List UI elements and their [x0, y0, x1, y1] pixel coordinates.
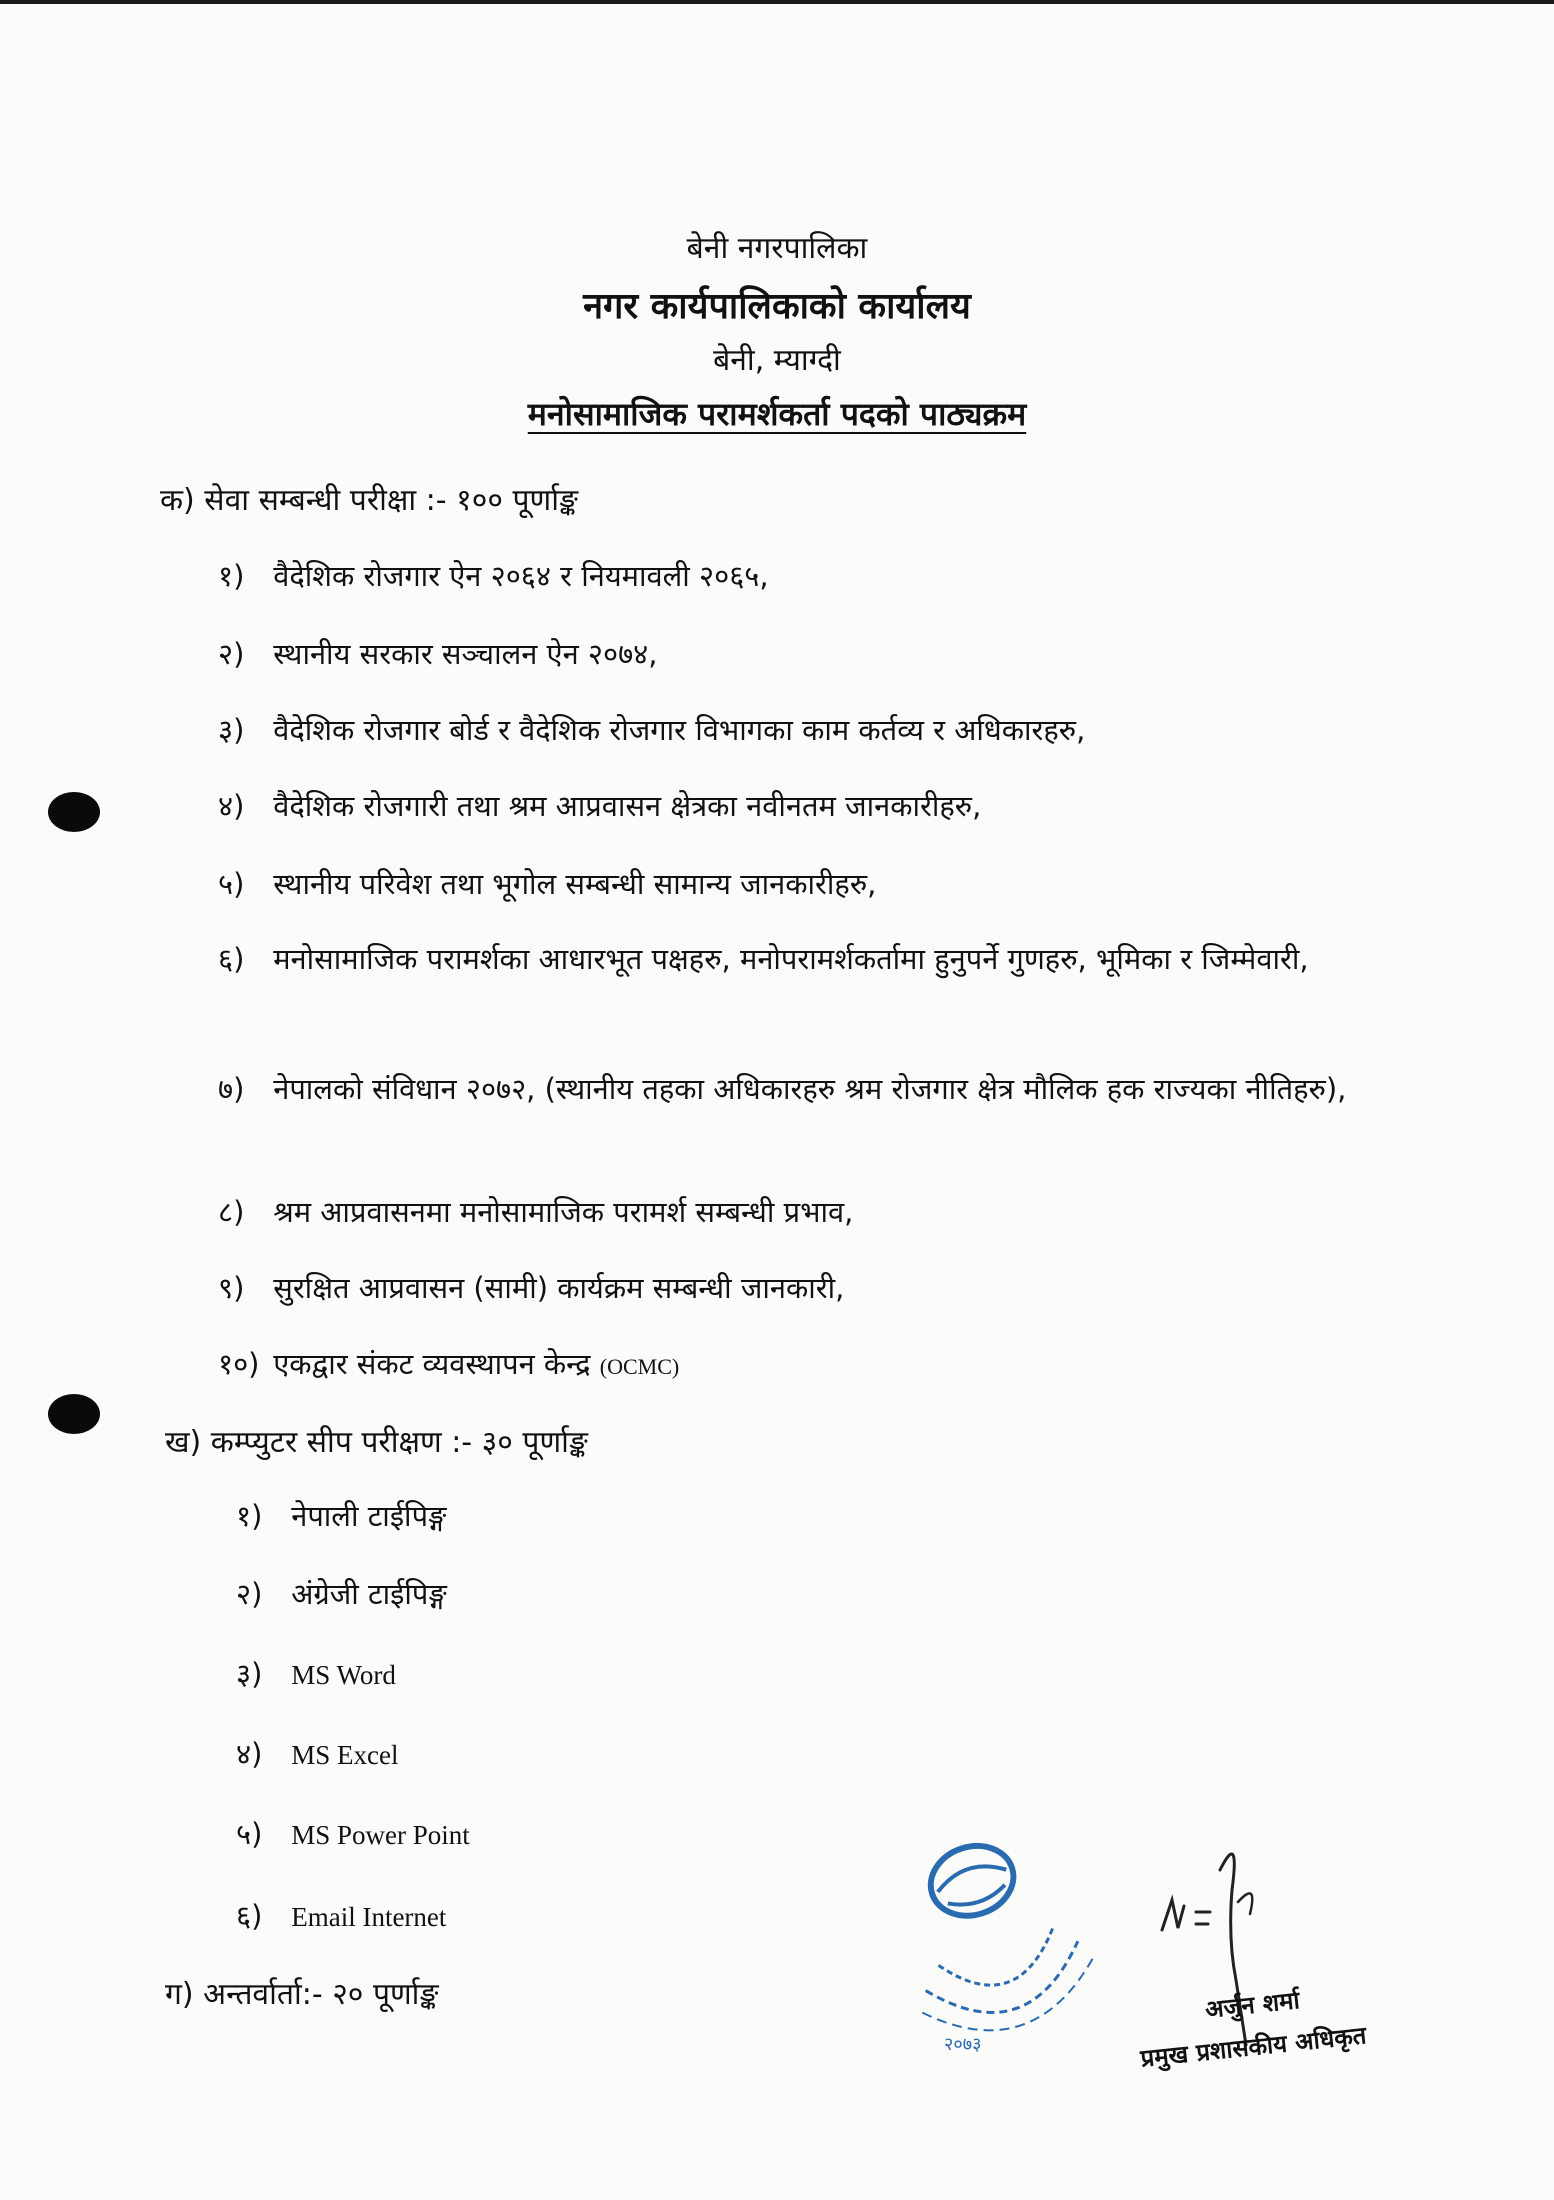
list-item: २) स्थानीय सरकार सञ्चालन ऐन २०७४,: [218, 637, 658, 671]
list-item: ६) Email Internet: [236, 1899, 447, 1933]
section-b-heading: ख) कम्प्युटर सीप परीक्षण :- ३० पूर्णाङ्क: [165, 1425, 588, 1460]
list-item: ३) वैदेशिक रोजगार बोर्ड र वैदेशिक रोजगार विभागका काम कर्तव्य र अधिकारहरु,: [218, 713, 1086, 747]
municipality-name: बेनी नगरपालिका: [686, 231, 868, 266]
section-a-heading: क) सेवा सम्बन्धी परीक्षा :- १०० पूर्णाङ्क: [160, 483, 578, 518]
list-item: १०) एकद्वार संकट व्यवस्थापन केन्द्र (OCMC): [218, 1347, 680, 1381]
list-item: ५) MS Power Point: [236, 1817, 470, 1851]
official-stamp: [862, 1808, 1118, 2064]
section-c-heading: ग) अन्तर्वार्ता:- २० पूर्णाङ्क: [165, 1977, 439, 2012]
list-item: ५) स्थानीय परिवेश तथा भूगोल सम्बन्धी सामान्य जानकारीहरु,: [218, 867, 877, 901]
list-item: २) अंग्रेजी टाईपिङ्ग: [236, 1577, 447, 1611]
list-item: ७) नेपालको संविधान २०७२, (स्थानीय तहका अधिकारहरु श्रम रोजगार क्षेत्र मौलिक हक राज्यका नीतिहरु),: [218, 1072, 1347, 1106]
stamp-year: २०७३: [944, 2034, 982, 2055]
office-name: नगर कार्यपालिकाको कार्यालय: [583, 286, 971, 327]
list-item: ४) वैदेशिक रोजगारी तथा श्रम आप्रवासन क्षेत्रका नवीनतम जानकारीहरु,: [218, 789, 982, 823]
punch-hole: [48, 792, 100, 832]
syllabus-title: मनोसामाजिक परामर्शकर्ता पदको पाठ्यक्रम: [527, 395, 1027, 433]
signatory-name: अर्जुन शर्मा: [1203, 1986, 1301, 2024]
list-item: ४) MS Excel: [236, 1737, 399, 1771]
list-item: ६) मनोसामाजिक परामर्शका आधारभूत पक्षहरु, मनोपरामर्शकर्तामा हुनुपर्ने गुणहरु, भूमिका र जिम्मेवारी,: [218, 942, 1309, 976]
list-item: १) नेपाली टाईपिङ्ग: [236, 1499, 447, 1533]
signatory-title: प्रमुख प्रशासकीय अधिकृत: [1139, 2021, 1368, 2073]
list-item: १) वैदेशिक रोजगार ऐन २०६४ र नियमावली २०६५,: [218, 559, 769, 593]
list-item: ९) सुरक्षित आप्रवासन (सामी) कार्यक्रम सम्बन्धी जानकारी,: [218, 1271, 845, 1305]
office-location: बेनी, म्याग्दी: [713, 343, 841, 378]
list-item: ३) MS Word: [236, 1657, 396, 1691]
list-item: ८) श्रम आप्रवासनमा मनोसामाजिक परामर्श सम्बन्धी प्रभाव,: [218, 1195, 854, 1229]
page-edge-line: [0, 0, 1554, 4]
punch-hole: [48, 1394, 100, 1434]
